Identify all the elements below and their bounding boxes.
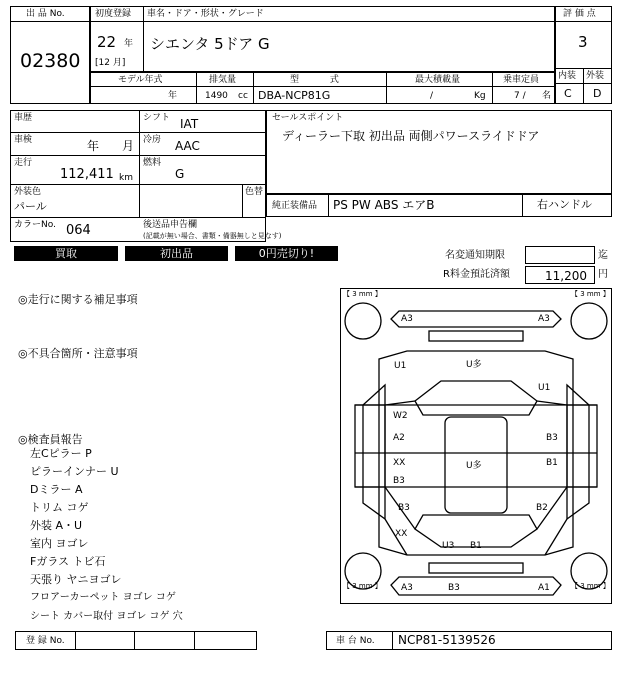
max-load-value: /: [430, 91, 434, 101]
overall-score: 3: [578, 33, 588, 51]
tire-depth-front-left: 【 3 mm 】: [343, 290, 382, 298]
registration-year: 22: [97, 33, 117, 51]
car-name-label: 車名・ドア・形状・グレード: [147, 9, 264, 19]
sales-point-text: ディーラー下取 初出品 両側パワースライドドア: [282, 129, 540, 143]
ac-value: AAC: [175, 139, 200, 153]
registration-number-label: 登 録 No.: [26, 636, 65, 646]
code-bonnet: U多: [466, 360, 482, 370]
tire-front-right: [571, 303, 607, 339]
code-left-front-door-upper: W2: [393, 411, 408, 421]
seats-unit: 名: [542, 91, 552, 101]
chassis-number-label: 車 台 No.: [336, 636, 375, 646]
registration-month: [12 月]: [95, 58, 126, 68]
model-year-unit: 年: [168, 91, 178, 101]
code-front-bumper-left: A3: [401, 314, 413, 324]
name-change-unit: 迄: [598, 250, 608, 261]
model-type-label: 型 式: [290, 75, 353, 85]
lot-number-label: 出 品 No.: [26, 9, 65, 19]
seats-label: 乗車定員: [503, 75, 540, 85]
sales-point-label: セールスポイント: [272, 113, 344, 123]
report-line: 左Cピラー P: [30, 447, 92, 460]
report-line: Dミラー A: [30, 483, 83, 496]
seats-value: 7 /: [514, 91, 526, 101]
code-left-quarter-lower: XX: [395, 529, 408, 539]
equipment-value: PS PW ABS エアB: [333, 198, 435, 212]
equipment-label: 純正装備品: [272, 201, 318, 211]
code-right-fender: U1: [538, 383, 551, 393]
interior-label: 内装: [558, 71, 577, 81]
report-line: フロアーカーペット ヨゴレ コゲ: [30, 592, 176, 603]
displacement-label: 排気量: [209, 75, 237, 85]
registration-year-unit: 年: [124, 39, 134, 49]
report-line: シート カバー取付 ヨゴレ コゲ 穴: [30, 611, 183, 622]
code-right-quarter: B2: [536, 503, 548, 513]
shift-label: シフト: [143, 113, 171, 123]
report-line: トリム コゲ: [30, 501, 89, 514]
inspection-year-unit: 年: [87, 139, 100, 153]
inspection-month-unit: 月: [122, 139, 135, 153]
ac-label: 冷房: [143, 135, 162, 145]
code-left-rear-door: B3: [393, 476, 405, 486]
windshield: [415, 381, 537, 415]
color-number-label: カラーNo.: [14, 220, 56, 230]
tire-depth-front-right: 【 3 mm 】: [571, 290, 610, 298]
code-right-front-door: B3: [546, 433, 558, 443]
score-label: 評 価 点: [563, 9, 596, 19]
car-diagram: [340, 288, 612, 604]
defects-heading: ◎不具合箇所・注意事項: [18, 347, 138, 360]
interior-grade: C: [564, 87, 572, 100]
lot-number: 02380: [20, 50, 81, 72]
mileage-unit: km: [119, 173, 133, 183]
exterior-color-label: 外装色: [14, 187, 42, 197]
shift-value: IAT: [180, 117, 199, 131]
report-line: 天張り ヤニヨゴレ: [30, 573, 122, 586]
code-left-fender: U1: [394, 361, 407, 371]
code-rear-bumper-right: A1: [538, 583, 550, 593]
displacement-value: 1490: [205, 91, 228, 101]
tire-front-left: [345, 303, 381, 339]
running-notes-heading: ◎走行に関する補足事項: [18, 293, 138, 306]
model-type-value: DBA-NCP81G: [258, 89, 331, 102]
code-left-front-door: A2: [393, 433, 405, 443]
badge-kaitori: 買取: [14, 246, 118, 261]
inspector-report-heading: ◎検査員報告: [18, 433, 83, 446]
steering-value: 右ハンドル: [537, 198, 592, 211]
code-front-bumper-right: A3: [538, 314, 550, 324]
code-back-door-left: U3: [442, 541, 455, 551]
front-grille: [429, 331, 523, 341]
model-year-label: モデル年式: [118, 75, 163, 85]
post-delivery-note: (記載が無い場合、書類・備器無しと見なす): [143, 232, 282, 240]
rear-bumper-outline: [391, 577, 561, 595]
report-line: 室内 ヨゴレ: [30, 537, 89, 550]
code-back-door-right: B1: [470, 541, 482, 551]
max-load-label: 最大積載量: [415, 75, 461, 85]
history-label: 車歴: [14, 113, 33, 123]
exterior-color-value: パール: [14, 200, 47, 213]
mileage-value: 112,411: [60, 167, 114, 182]
color-change-label: 色替: [245, 187, 264, 197]
fuel-label: 燃料: [143, 158, 162, 168]
name-change-box: [525, 246, 595, 264]
color-number-value: 064: [66, 223, 91, 238]
badge-first-listing: 初出品: [125, 246, 228, 261]
recycle-label: R料金預託済額: [443, 269, 510, 280]
code-roof: U多: [466, 461, 482, 471]
badge-zero-yen: 0円売切り!: [235, 246, 338, 261]
name-change-label: 名変通知期限: [445, 250, 505, 261]
report-line: Fガラス トビ石: [30, 555, 106, 568]
code-left-rear-door-upper: XX: [393, 458, 406, 468]
code-left-quarter: B3: [398, 503, 410, 513]
fuel-value: G: [175, 167, 185, 181]
post-delivery-label: 後送品申告欄: [143, 220, 198, 230]
rear-panel: [429, 563, 523, 573]
report-line: ピラーインナー U: [30, 465, 119, 478]
front-bumper-outline: [391, 311, 561, 327]
code-right-rear-door: B1: [546, 458, 558, 468]
mileage-label: 走行: [14, 158, 33, 168]
recycle-unit: 円: [598, 269, 608, 280]
exterior-grade: D: [593, 87, 602, 100]
report-line: 外装 A・U: [30, 519, 83, 532]
code-rear-bumper-mid: B3: [448, 583, 460, 593]
max-load-unit: Kg: [474, 91, 486, 101]
inspection-label: 車検: [14, 135, 33, 145]
chassis-number: NCP81-5139526: [398, 633, 496, 647]
first-registration-label: 初度登録: [95, 9, 132, 19]
code-rear-bumper-left: A3: [401, 583, 413, 593]
recycle-value: 11,200: [545, 269, 587, 283]
exterior-label: 外装: [586, 71, 605, 81]
tire-depth-rear-right: 【 3 mm 】: [571, 582, 610, 590]
tire-depth-rear-left: 【 3 mm 】: [343, 582, 382, 590]
car-name: シエンタ 5ドア G: [150, 35, 270, 53]
displacement-unit: cc: [238, 91, 248, 101]
